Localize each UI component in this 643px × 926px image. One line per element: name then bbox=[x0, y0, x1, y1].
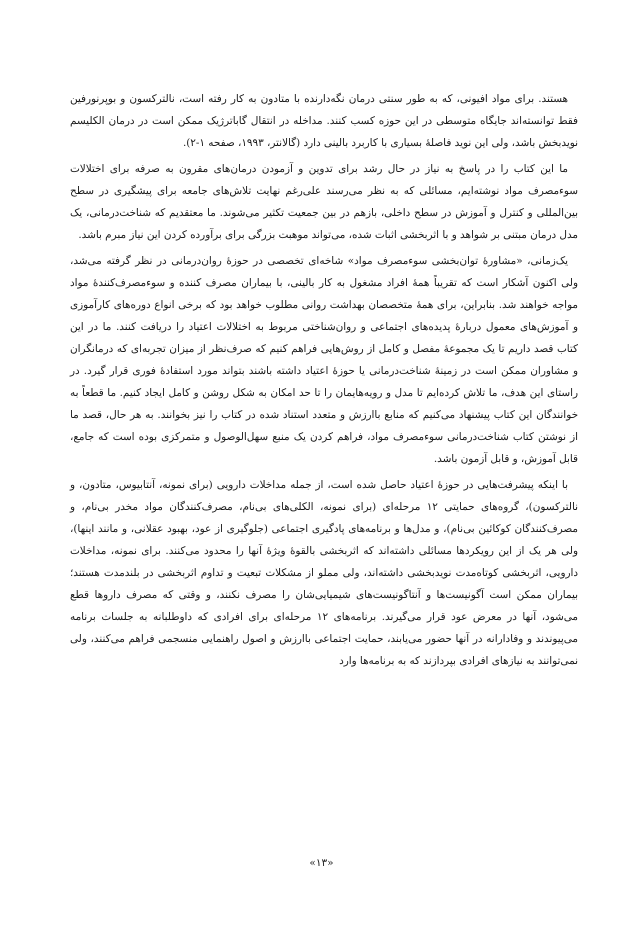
page-number: «۱۳» bbox=[309, 857, 334, 869]
paragraph: یک‌زمانی، «مشاورهٔ توان‌بخشی سوءمصرف مواد» شاخه‌ای تخصصی در حوزهٔ روان‌درمانی در نظر گرفته می‌شد، ولی اکنون آشکار است که تقریباً همهٔ افراد مشغول به کار بالینی، با بیماران مصرف کننده و سوءمصرف‌کنندهٔ مواد مواجه خواهند شد. بنابراین، برای همهٔ متخصصان بهداشت روانی مطلوب خواهد بود که برخی انواع دوره‌های کارآموزی و آموزش‌های معمول دربارهٔ پدیده‌های اجتماعی و روان‌شناختی مربوط به اختلالات اعتیاد را دریافت کنند. ما در این کتاب قصد داریم تا یک مجموعهٔ مفصل و کامل از روش‌هایی فراهم کنیم که صرف‌نظر از میزان تجربه‌ای که درمانگران و مشاوران ممکن است در زمینهٔ شناخت‌درمانی یا حوزهٔ اعتیاد داشته باشند بتواند مورد استفادهٔ فوری قرار گیرد. در راستای این هدف، ما تلاش کرده‌ایم تا مدل و رویه‌هایمان را تا حد امکان به شکل روشن و کامل ایجاد کنیم. ما قطعاً به خوانندگان این کتاب پیشنهاد می‌کنیم که منابع باارزش و متعدد استناد شده در کتاب را نیز بخوانند. به هر حال، قصد ما از نوشتن کتاب شناخت‌درمانی سوءمصرف مواد، فراهم کردن یک منبع سهل‌الوصول و متمرکزی بوده است که جامع، قابل آموزش، و قابل آزمون باشد. bbox=[70, 255, 579, 465]
body-text bbox=[70, 88, 578, 676]
paragraph: هستند. برای مواد افیونی، که به طور سنتی درمان نگه‌دارنده با متادون به کار رفته است، نالترکسون و بوپرنورفین فقط توانسته‌اند جایگاه متوسطی در این حوزه کسب کنند. مداخله در انتقال گاباترژیک ممکن است در درمان الکلیسم نویدبخش باشد، ولی این نوید فاصلهٔ بسیاری با کاربرد بالینی دارد (گالانتر، ۱۹۹۳، صفحه ۱-۲). bbox=[70, 93, 578, 149]
paragraph: ما این کتاب را در پاسخ به نیاز در حال رشد برای تدوین و آزمودن درمان‌های مقرون به صرفه برای اختلالات سوءمصرف مواد نوشته‌ایم، مسائلی که به نظر می‌رسند علی‌رغم نهایت تلاش‌های جامعه برای پیشگیری در سطح بین‌المللی و کنترل و آموزش در سطح داخلی، بازهم در بین جمعیت تکثیر می‌شوند. ما معتقدیم که شناخت‌درمانی، یک مدل درمان مبتنی بر شواهد و با اثربخشی اثبات شده، می‌تواند موهبت بزرگی برای برآورده کردن این نیاز مبرم باشد. bbox=[70, 163, 578, 241]
paragraph: با اینکه پیشرفت‌هایی در حوزهٔ اعتیاد حاصل شده است، از جمله مداخلات دارویی (برای نمونه، آنتابیوس، متادون، و نالترکسون)، گروه‌های حمایتی ۱۲ مرحله‌ای (برای نمونه، الکلی‌های بی‌نام، مصرف‌کنندگان مواد مخدر بی‌نام، و مصرف‌کنندگان کوکائین بی‌نام)، و مدل‌ها و برنامه‌های پادگیری اجتماعی (جلوگیری از عود، بهبود عقلانی، و مانند اینها)، ولی هر یک از این رویکردها مسائلی داشته‌اند که اثربخشی بالقوهٔ ویژهٔ آنها را محدود می‌کنند. برای نمونه، مداخلات دارویی، اثربخشی کوتاه‌مدت نویدبخشی داشته‌اند، ولی مملو از مشکلات تبعیت و تداوم اثربخشی در بلندمدت هستند؛ بیماران ممکن است آگونیست‌ها و آنتاگونیست‌های شیمیایی‌شان را مصرف نکنند، و وقتی که مصرف داروها قطع می‌شود، آنها در معرض عود قرار می‌گیرند. برنامه‌های ۱۲ مرحله‌ای برای افرادی که داوطلبانه به جلسات برنامه می‌پیوندند و وفادارانه در آنها حضور می‌یابند، حمایت اجتماعی باارزش و اصول راهنمایی منسجمی فراهم می‌کنند، ولی نمی‌توانند به نیازهای افرادی بپردازند که به برنامه‌ها وارد bbox=[70, 479, 579, 667]
